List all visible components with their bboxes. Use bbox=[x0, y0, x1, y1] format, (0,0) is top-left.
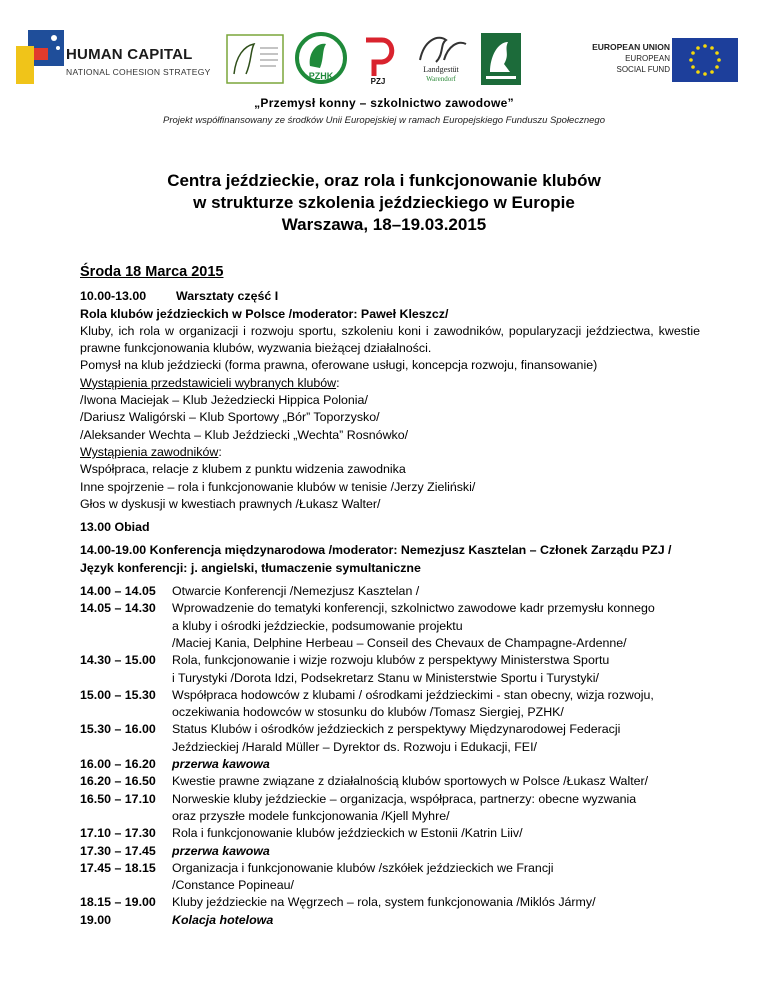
landgestut-text: Landgestüt bbox=[423, 65, 459, 74]
project-subtitle: Projekt współfinansowany ze środków Unii Europejskiej w ramach Europejskiego Funduszu Społecznego bbox=[163, 115, 605, 126]
workshop-desc-2: Pomysł na klub jeździecki (forma prawna, oferowane usługi, koncepcja rozwoju, finansowanie) bbox=[80, 358, 598, 373]
schedule-row bbox=[80, 687, 700, 722]
schedule-description bbox=[172, 721, 700, 756]
schedule-description bbox=[172, 912, 700, 929]
schedule-time: 19.00 bbox=[80, 912, 112, 927]
schedule-time: 14.00 – 14.05 bbox=[80, 584, 156, 599]
day-heading: Środa 18 Marca 2015 bbox=[80, 264, 224, 280]
schedule-row bbox=[80, 600, 700, 652]
club-speaker: /Aleksander Wechta – Klub Jeździecki „Wechta” Rosnówko/ bbox=[80, 427, 409, 442]
schedule-description-line: Kolacja hotelowa bbox=[172, 912, 274, 927]
eu-european-text: EUROPEAN bbox=[625, 54, 670, 63]
schedule-description-line: przerwa kawowa bbox=[172, 757, 270, 772]
title-line-3: Warszawa, 18–19.03.2015 bbox=[281, 215, 487, 234]
schedule-description-line: i Turystyki /Dorota Idzi, Podsekretarz Stanu w Ministerstwie Sportu i Turystyki/ bbox=[172, 670, 599, 685]
schedule-description-line: Wprowadzenie do tematyki konferencji, szkolnictwo zawodowe kadr przemysłu konnego bbox=[172, 601, 655, 616]
schedule-time: 15.00 – 15.30 bbox=[80, 687, 156, 702]
schedule-time: 14.05 – 14.30 bbox=[80, 601, 156, 616]
schedule-description-line: a kluby i ośrodki jeździeckie, podsumowanie projektu bbox=[172, 618, 463, 633]
schedule-description bbox=[172, 652, 700, 687]
schedule-time: 17.10 – 17.30 bbox=[80, 826, 156, 841]
schedule-description-line: Kwestie prawne związane z działalnością klubów sportowych w Polsce /Łukasz Walter/ bbox=[172, 774, 649, 789]
schedule-time: 16.20 – 16.50 bbox=[80, 774, 156, 789]
schedule-description-line: Rola i funkcjonowanie klubów jeździeckich w Estonii /Katrin Liiv/ bbox=[172, 826, 523, 841]
schedule-description bbox=[172, 773, 700, 790]
schedule-time: 16.00 – 16.20 bbox=[80, 757, 156, 772]
title-line-1: Centra jeździeckie, oraz rola i funkcjonowanie klubów bbox=[167, 171, 601, 190]
warendorf-text: Warendorf bbox=[426, 75, 456, 83]
schedule-row bbox=[80, 721, 700, 756]
schedule-row bbox=[80, 791, 700, 826]
schedule-description-line: Rola, funkcjonowanie i wizje rozwoju klubów z perspektywy Ministerstwa Sportu bbox=[172, 653, 610, 668]
schedule-description-line: Status Klubów i ośrodków jeździeckich z perspektywy Międzynarodowej Federacji bbox=[172, 722, 621, 737]
program-body bbox=[80, 264, 700, 929]
schedule-description-line: oczekiwania hodowców w stosunku do klubów /Tomasz Siergiej, PZHK/ bbox=[172, 705, 564, 720]
schedule-description-line: przerwa kawowa bbox=[172, 843, 270, 858]
human-capital-logo-icon bbox=[14, 26, 66, 86]
club-speaker: /Iwona Maciejak – Klub Jeżedziecki Hippica Polonia/ bbox=[80, 393, 368, 408]
pzj-logo-icon bbox=[356, 36, 400, 86]
schedule-description bbox=[172, 687, 700, 722]
club-speaker: /Dariusz Waligórski – Klub Sportowy „Bór” Toporzysko/ bbox=[80, 410, 380, 425]
conference-line-1: 14.00-19.00 Konferencja międzynarodowa /moderator: Nemezjusz Kasztelan – Członek Zarządu PZJ / bbox=[80, 543, 672, 558]
clubs-heading: Wystąpienia przedstawicieli wybranych klubów: bbox=[80, 375, 340, 390]
schedule-time: 17.45 – 18.15 bbox=[80, 860, 156, 875]
schedule-description-line: Współpraca hodowców z klubami / ośrodkami jeździeckimi - stan obecny, wizja rozwoju, bbox=[172, 687, 654, 702]
workshop-header bbox=[80, 288, 700, 305]
riders-heading: Wystąpienia zawodników: bbox=[80, 444, 222, 459]
schedule-table bbox=[80, 583, 700, 929]
schedule-description bbox=[172, 600, 700, 652]
hc-subtitle: NATIONAL COHESION STRATEGY bbox=[66, 67, 211, 77]
eu-label bbox=[578, 42, 670, 75]
green-horse-logo-icon bbox=[480, 32, 522, 86]
schedule-row bbox=[80, 912, 700, 929]
schedule-description bbox=[172, 843, 700, 860]
hc-title: HUMAN CAPITAL bbox=[66, 46, 193, 63]
schedule-description-line: Organizacja i funkcjonowanie klubów /szkółek jeździeckich we Francji bbox=[172, 860, 554, 875]
rider-item: Inne spojrzenie – rola i funkcjonowanie klubów w tenisie /Jerzy Zieliński/ bbox=[80, 479, 476, 494]
schedule-description-line: /Maciej Kania, Delphine Herbeau – Conseil des Chevaux de Champagne-Ardenne/ bbox=[172, 635, 627, 650]
rider-item: Współpraca, relacje z klubem z punktu widzenia zawodnika bbox=[80, 462, 406, 477]
schedule-time: 18.15 – 19.00 bbox=[80, 895, 156, 910]
pzhk-logo-icon bbox=[292, 32, 350, 86]
schedule-description bbox=[172, 860, 700, 895]
workshop-label: Warsztaty część I bbox=[176, 289, 279, 304]
schedule-description-line: /Constance Popineau/ bbox=[172, 878, 294, 893]
schedule-row bbox=[80, 652, 700, 687]
schedule-row bbox=[80, 756, 700, 773]
clubs-heading-text: Wystąpienia przedstawicieli wybranych klubów bbox=[80, 375, 337, 390]
schedule-description-line: oraz przyszłe modele funkcjonowania /Kjell Myhre/ bbox=[172, 808, 450, 823]
schedule-description-line: Otwarcie Konferencji /Nemezjusz Kasztelan / bbox=[172, 584, 420, 599]
workshop-topic: Rola klubów jeździeckich w Polsce /moderator: Paweł Kleszcz/ bbox=[80, 306, 449, 321]
conference-line-2: Język konferencji: j. angielski, tłumaczenie symultaniczne bbox=[80, 560, 421, 575]
workshop-time: 10.00-13.00 bbox=[80, 289, 147, 304]
schedule-description-line: Norweskie kluby jeździeckie – organizacja, współpraca, partnerzy: obecne wyzwania bbox=[172, 791, 637, 806]
riders-heading-text: Wystąpienia zawodników bbox=[80, 444, 219, 459]
schedule-description-line: Jeździeckiej /Harald Müller – Dyrektor ds. Rozwoju i Edukacji, FEI/ bbox=[172, 739, 537, 754]
schedule-row bbox=[80, 894, 700, 911]
rider-item: Głos w dyskusji w kwestiach prawnych /Łukasz Walter/ bbox=[80, 496, 381, 511]
schedule-time: 16.50 – 17.10 bbox=[80, 791, 156, 806]
schedule-row bbox=[80, 583, 700, 600]
lunch-line: 13.00 Obiad bbox=[80, 520, 150, 535]
schedule-description bbox=[172, 894, 700, 911]
schedule-row bbox=[80, 843, 700, 860]
eu-social-fund-text: SOCIAL FUND bbox=[616, 65, 670, 74]
title-line-2: w strukturze szkolenia jeździeckiego w Europie bbox=[193, 193, 575, 212]
schedule-row bbox=[80, 773, 700, 790]
schedule-description bbox=[172, 791, 700, 826]
schedule-row bbox=[80, 860, 700, 895]
pzj-text: PZJ bbox=[370, 77, 386, 86]
eu-flag-icon bbox=[672, 38, 738, 82]
landgestut-warendorf-logo-icon bbox=[410, 30, 472, 86]
schedule-time: 14.30 – 15.00 bbox=[80, 653, 156, 668]
schedule-time: 17.30 – 17.45 bbox=[80, 843, 156, 858]
schedule-row bbox=[80, 825, 700, 842]
eu-union-text: EUROPEAN UNION bbox=[592, 42, 670, 52]
schedule-description bbox=[172, 756, 700, 773]
schedule-time: 15.30 – 16.00 bbox=[80, 722, 156, 737]
workshop-desc-1: Kluby, ich rola w organizacji i rozwoju sportu, szkoleniu koni i zawodników, popularyzacji jeździectwa, kwestie prawne funkcjonowania klubów, wyzwania bieżącej działalności. bbox=[80, 323, 700, 356]
schedule-description bbox=[172, 583, 700, 600]
project-title: „Przemysł konny – szkolnictwo zawodowe” bbox=[254, 96, 514, 110]
schedule-description bbox=[172, 825, 700, 842]
schedule-description-line: Kluby jeździeckie na Węgrzech – rola, system funkcjonowania /Miklós Jármy/ bbox=[172, 895, 596, 910]
document-title bbox=[0, 170, 768, 236]
pzhk-text: PZHK bbox=[308, 71, 334, 81]
horse-sketch-logo-icon bbox=[226, 34, 284, 84]
